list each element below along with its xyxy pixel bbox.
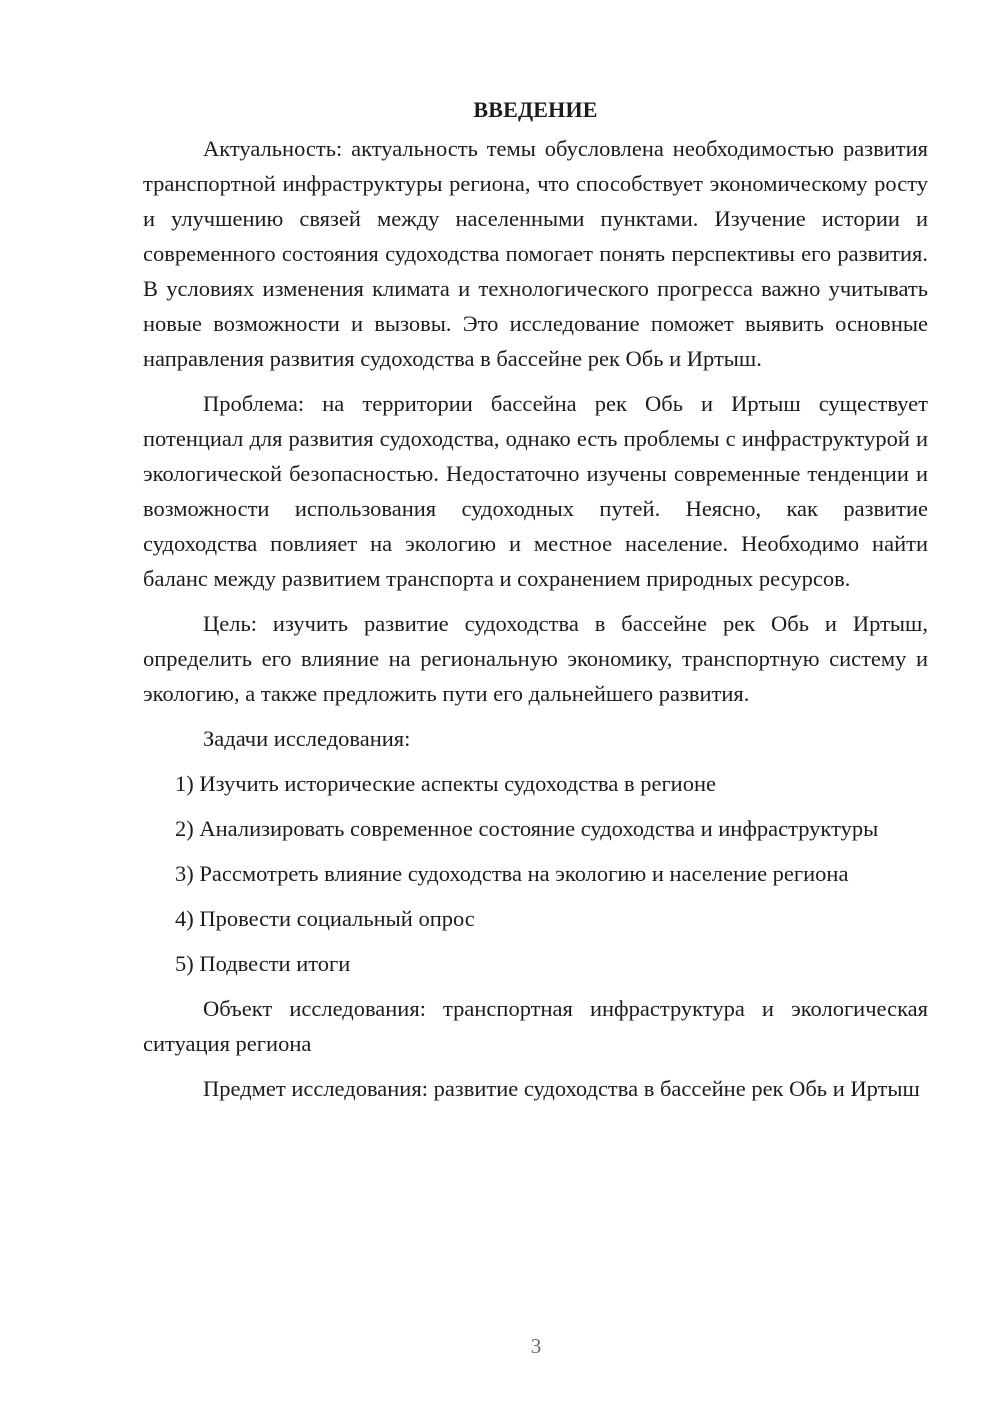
subject-paragraph: Предмет исследования: развитие судоходства в бассейне рек Обь и Иртыш <box>203 1076 920 1101</box>
task-item: 5) Подвести итоги <box>175 951 351 976</box>
task-item: 1) Изучить исторические аспекты судоходства в регионе <box>175 771 716 796</box>
goal-paragraph: Цель: изучить развитие судоходства в бассейне рек Обь и Иртыш, определить его влияние на региональную экономику, транспортную систему и экологию, а также предложить пути его дальнейшего развития. <box>143 611 928 706</box>
object-paragraph: Объект исследования: транспортная инфраструктура и экологическая ситуация региона <box>143 996 928 1056</box>
relevance-paragraph: Актуальность: актуальность темы обусловлена необходимостью развития транспортной инфраструктуры региона, что способствует экономическому росту и улучшению связей между населенными пунктами. Изучение истории и современного состояния судоходства помогает понять перспективы его развития. В условиях изменения климата и технологического прогресса важно учитывать новые возможности и вызовы. Это исследование поможет выявить основные направления развития судоходства в бассейне рек Обь и Иртыш. <box>143 136 928 371</box>
problem-paragraph: Проблема: на территории бассейна рек Обь и Иртыш существует потенциал для развития судоходства, однако есть проблемы с инфраструктурой и экологической безопасностью. Недостаточно изучены современные тенденции и возможности использования судоходных путей. Неясно, как развитие судоходства повлияет на экологию и местное население. Необходимо найти баланс между развитием транспорта и сохранением природных ресурсов. <box>143 391 928 591</box>
section-heading: ВВЕДЕНИЕ <box>473 97 598 122</box>
task-item: 4) Провести социальный опрос <box>175 906 475 931</box>
task-item: 2) Анализировать современное состояние судоходства и инфраструктуры <box>175 816 879 841</box>
tasks-title: Задачи исследования: <box>203 726 411 751</box>
task-item: 3) Рассмотреть влияние судоходства на экологию и население региона <box>175 861 849 886</box>
page-number: 3 <box>530 1334 542 1358</box>
page-content <box>143 92 928 1116</box>
